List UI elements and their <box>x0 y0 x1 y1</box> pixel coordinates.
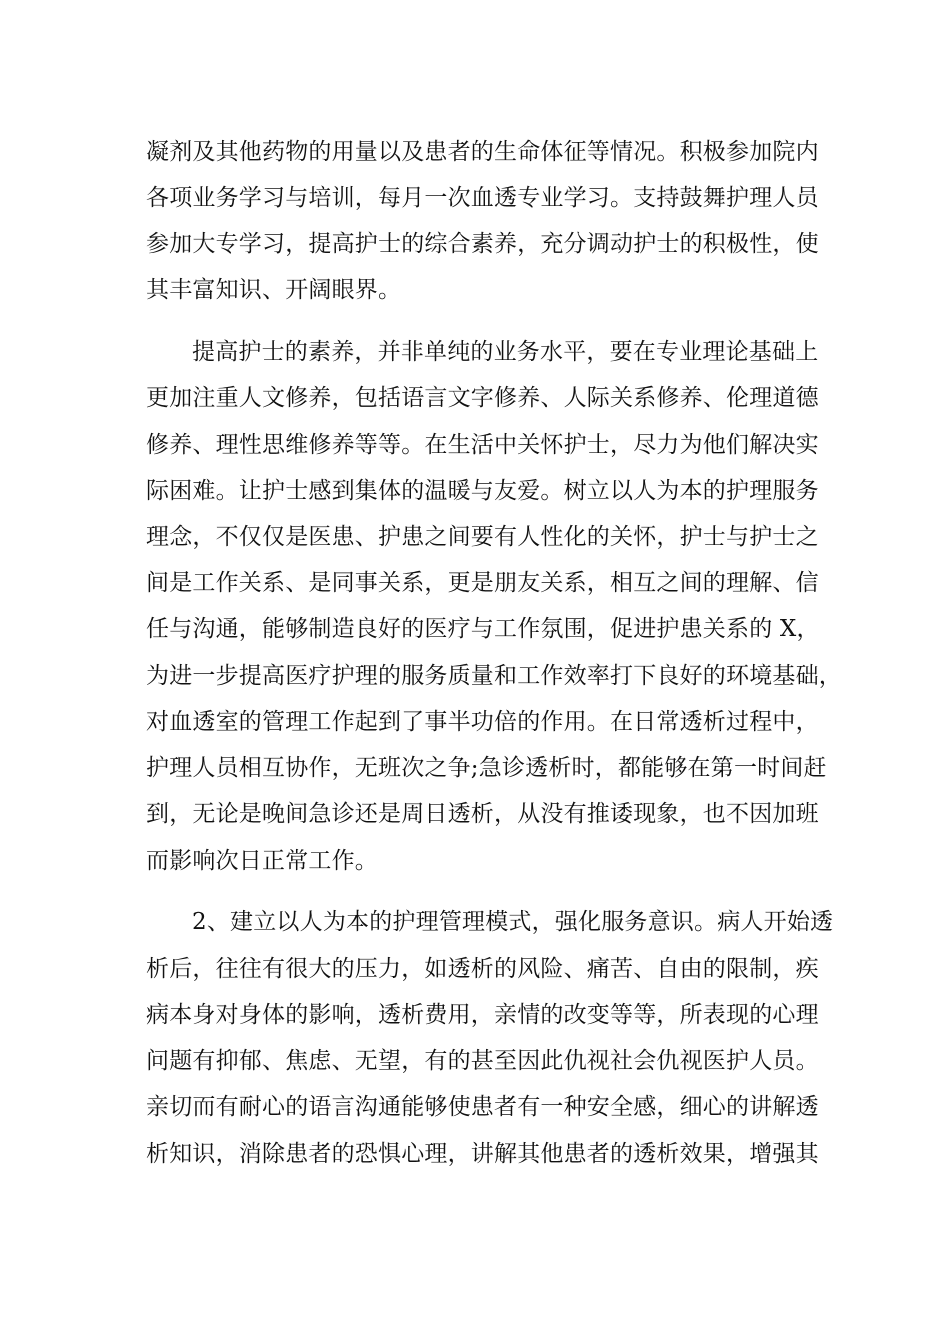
text-line: 析知识，消除患者的恐惧心理，讲解其他患者的透析效果，增强其 <box>146 1141 819 1167</box>
text-line: 修养、理性思维修养等等。在生活中关怀护士，尽力为他们解决实 <box>146 432 819 458</box>
text-line: 间是工作关系、是同事关系，更是朋友关系，相互之间的理解、信 <box>146 570 819 596</box>
text-line: 为进一步提高医疗护理的服务质量和工作效率打下良好的环境基础， <box>146 663 842 689</box>
text-line: 对血透室的管理工作起到了事半功倍的作用。在日常透析过程中， <box>146 709 819 735</box>
text-line: 提高护士的素养，并非单纯的业务水平，要在专业理论基础上 <box>192 339 819 365</box>
text-line: 际困难。让护士感到集体的温暖与友爱。树立以人为本的护理服务 <box>146 478 819 504</box>
text-line: 各项业务学习与培训，每月一次血透专业学习。支持鼓舞护理人员 <box>146 185 819 211</box>
text-line: 任与沟通，能够制造良好的医疗与工作氛围，促进护患关系的 X， <box>146 616 820 642</box>
text-line: 护理人员相互协作，无班次之争;急诊透析时，都能够在第一时间赶 <box>146 755 827 781</box>
text-line: 参加大专学习，提高护士的综合素养，充分调动护士的积极性，使 <box>146 231 819 257</box>
text-line: 凝剂及其他药物的用量以及患者的生命体征等情况。积极参加院内 <box>146 139 819 165</box>
text-line: 其丰富知识、开阔眼界。 <box>146 277 402 303</box>
text-line: 亲切而有耐心的语言沟通能够使患者有一种安全感，细心的讲解透 <box>146 1094 819 1120</box>
text-line: 到，无论是晚间急诊还是周日透析，从没有推诿现象，也不因加班 <box>146 801 819 827</box>
text-line: 而影响次日正常工作。 <box>146 848 378 874</box>
text-line: 析后，往往有很大的压力，如透析的风险、痛苦、自由的限制，疾 <box>146 956 819 982</box>
text-line: 理念，不仅仅是医患、护患之间要有人性化的关怀，护士与护士之 <box>146 524 819 550</box>
text-line: 更加注重人文修养，包括语言文字修养、人际关系修养、伦理道德 <box>146 385 819 411</box>
text-line: 病本身对身体的影响，透析费用，亲情的改变等等，所表现的心理 <box>146 1002 819 1028</box>
text-line: 2、建立以人为本的护理管理模式，强化服务意识。病人开始透 <box>192 909 834 935</box>
text-line: 问题有抑郁、焦虑、无望，有的甚至因此仇视社会仇视医护人员。 <box>146 1048 819 1074</box>
